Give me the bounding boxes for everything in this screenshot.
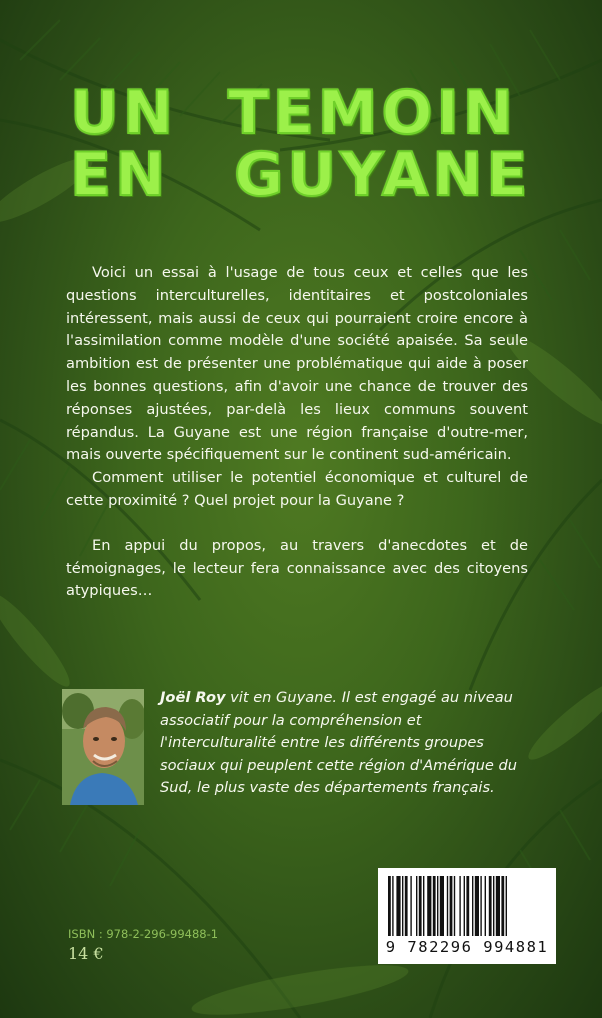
book-title: [70, 78, 540, 210]
blurb-paragraph-3: En appui du propos, au travers d'anecdotes et de témoignages, le lecteur fera connaissance avec des citoyens atypiques…: [66, 536, 528, 600]
barcode-bars: [386, 876, 548, 938]
author-bio-text: vit en Guyane. Il est engagé au niveau associatif pour la compréhension et l'interculturalité entre les différents groupes sociaux qui peuplent cette région d'Amérique du Sud, le plus vaste des départements français.: [160, 689, 518, 797]
author-photo: [62, 689, 144, 805]
title-line-2: EN GUYANE: [70, 140, 532, 210]
barcode-number: 9 782296 994881: [385, 938, 549, 956]
blurb-paragraph-1: Voici un essai à l'usage de tous ceux et celles que les questions interculturelles, identitaires et postcoloniales intéressent, mais aussi de ceux qui pourraient croire encore à l'assimilation comme modèle d'une société apaisée. Sa seule ambition est de présenter une problématique qui aide à poser les bonnes questions, afin d'avoir une chance de trouver des réponses ajustées, par-delà les lieux communs souvent répandus. La Guyane est une région française d'outre-mer, mais ouverte spécifiquement sur le continent sud-américain.: [66, 264, 528, 464]
barcode: [378, 868, 556, 964]
title-line-1: UN TEMOIN: [70, 78, 517, 148]
isbn: ISBN : 978-2-296-99488-1: [68, 927, 219, 941]
back-cover-blurb: [66, 262, 528, 603]
blurb-paragraph-2: Comment utiliser le potentiel économique et culturel de cette proximité ? Quel projet pour la Guyane ?: [66, 469, 528, 509]
author-bio: [160, 687, 530, 800]
price: 14 €: [68, 944, 104, 963]
author-name: Joël Roy: [160, 689, 226, 706]
